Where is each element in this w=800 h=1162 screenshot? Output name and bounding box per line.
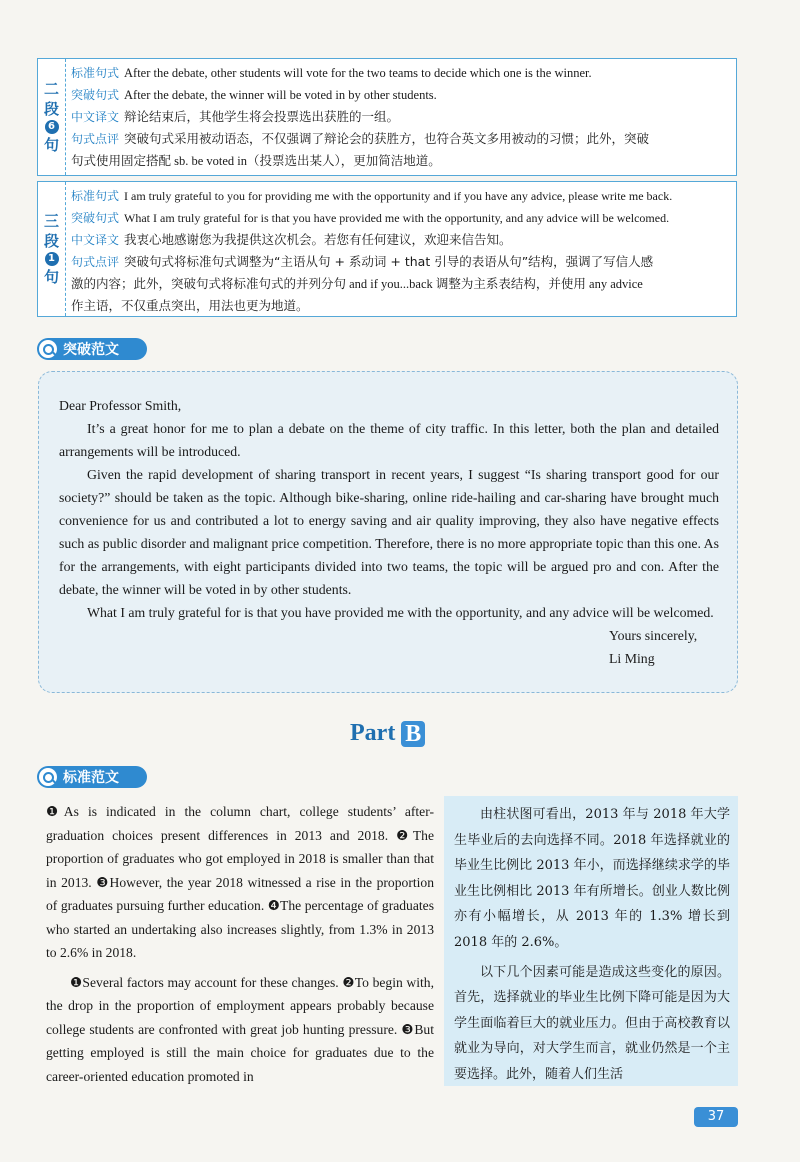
row-text: 突破句式将标准句式调整为“主语从句 + 系动词 + that 引导的表语从句”结构，强调了写信人感: [124, 254, 654, 269]
part-letter-badge: B: [401, 721, 425, 747]
letter-salutation: Dear Professor Smith,: [59, 398, 182, 413]
commentary-continued: 激的内容；此外，突破句式将标准句式的并列分句 and if you...back 调整为主系表结构，并使用 any advice: [71, 277, 643, 291]
box-side-label: [38, 182, 66, 316]
row-tag: 句式点评: [71, 255, 120, 269]
row-tag: 标准句式: [71, 189, 120, 203]
standard-sentence-row: [71, 62, 730, 84]
section-badge-standard-essay: [37, 766, 147, 788]
translation-row: [71, 229, 730, 251]
badge-label: 标准范文: [63, 770, 119, 786]
commentary-continued: 作主语，不仅重点突出，用法也更为地道。: [71, 299, 309, 313]
box-side-label: [38, 59, 66, 175]
side-char: 二: [43, 80, 59, 98]
section-badge-breakthrough-essay: [37, 338, 147, 360]
side-char: 三: [43, 212, 59, 230]
breakthrough-sentence-row: [71, 207, 730, 229]
translation-paragraph: 由柱状图可看出，2013 年与 2018 年大学生毕业后的去向选择不同。2018 年选择就业的毕业生比例比 2013 年小，而选择继续求学的毕业生比例相比 2013 年有所增长。创业人数比例亦有小幅增长，从 2013 年的 1.3% 增长到 2018 年的 2.6%。: [454, 807, 730, 950]
translation-row: [71, 106, 730, 128]
part-heading: [350, 720, 425, 747]
row-tag: 中文译文: [71, 110, 120, 124]
letter-paragraph: It’s a great honor for me to plan a debate on the theme of city traffic. In this letter, both the plan and detailed arrangements will be introduced.: [59, 421, 719, 459]
side-number-badge: 1: [45, 252, 59, 266]
row-text: 辩论结束后，其他学生将会投票选出获胜的一组。: [124, 109, 400, 124]
side-char: 段: [43, 232, 59, 250]
row-text: After the debate, other students will vote for the two teams to decide which one is the winner.: [124, 66, 592, 80]
side-char: 句: [43, 268, 59, 286]
letter-paragraph: What I am truly grateful for is that you have provided me with the opportunity, and any advice will be welcomed.: [87, 605, 714, 620]
commentary-continued: 句式使用固定搭配 sb. be voted in（投票选出某人），更加简洁地道。: [71, 154, 441, 168]
english-essay: [46, 800, 434, 1088]
page-number: 37: [694, 1107, 738, 1127]
breakthrough-sentence-row: [71, 84, 730, 106]
translation-paragraph: 以下几个因素可能是造成这些变化的原因。首先，选择就业的毕业生比例下降可能是因为大学生面临着巨大的就业压力。但由于高校教育以就业为导向，对大学生而言，就业仍然是一个主要选择。此外，随着人们生活: [454, 964, 730, 1082]
model-letter: [38, 371, 738, 693]
analysis-box-paragraph2-sentence6: [37, 58, 737, 176]
magnifier-icon: [39, 340, 57, 358]
letter-signature: Li Ming: [609, 651, 655, 666]
magnifier-icon: [39, 768, 57, 786]
essay-paragraph: ❶Several factors may account for these changes. ❷To begin with, the drop in the proportion of employment appears probably because college students are confronted with great job hunting pressure. ❸But getting employed is still the main choice for graduates due to the career-oriented education promoted in: [46, 974, 434, 1084]
chinese-translation: [444, 796, 738, 1086]
letter-closing: Yours sincerely,: [609, 628, 698, 643]
commentary-row: [71, 128, 730, 150]
row-tag: 突破句式: [71, 211, 120, 225]
row-text: 突破句式采用被动语态，不仅强调了辩论会的获胜方，也符合英文多用被动的习惯；此外，突破: [124, 131, 650, 146]
row-tag: 中文译文: [71, 233, 120, 247]
side-number-badge: 6: [45, 120, 59, 134]
row-text: I am truly grateful to you for providing me with the opportunity and if you have any advice, please write me back.: [124, 189, 673, 203]
commentary-row: [71, 251, 730, 273]
row-text: 我衷心地感谢您为我提供这次机会。若您有任何建议，欢迎来信告知。: [124, 232, 512, 247]
badge-label: 突破范文: [63, 342, 119, 358]
essay-paragraph: ❶As is indicated in the column chart, college students’ after-graduation choices present differences in 2013 and 2018. ❷The proportion of graduates who got employed in 2018 is smaller than that in 2013. ❸However, the year 2018 witnessed a rise in the proportion of graduates pursuing further education. ❹The percentage of graduates who started an undertaking also increases slightly, from 1.3% in 2013 to 2.6% in 2018.: [46, 804, 434, 960]
letter-paragraph: Given the rapid development of sharing transport in recent years, I suggest “Is sharing transport good for our society?” should be taken as the topic. Although bike-sharing, online ride-hailing and car-sharing have brought much convenience for us and contributed a lot to energy saving and air quality improving, they also have negative effects such as public disorder and malignant price competition. Therefore, there is no more appropriate topic than this one. As for the arrangements, with eight participants divided into two teams, the topic will be argued pro and con. After the debate, the winner will be voted in by other students.: [59, 467, 719, 597]
row-tag: 标准句式: [71, 66, 120, 80]
row-tag: 突破句式: [71, 88, 120, 102]
side-char: 句: [43, 136, 59, 154]
analysis-box-paragraph3-sentence1: [37, 181, 737, 317]
row-text: After the debate, the winner will be voted in by other students.: [124, 88, 437, 102]
row-tag: 句式点评: [71, 132, 120, 146]
standard-sentence-row: [71, 185, 730, 207]
row-text: What I am truly grateful for is that you have provided me with the opportunity, and any advice will be welcomed.: [124, 211, 670, 225]
side-char: 段: [43, 100, 59, 118]
part-label: Part: [350, 720, 396, 746]
